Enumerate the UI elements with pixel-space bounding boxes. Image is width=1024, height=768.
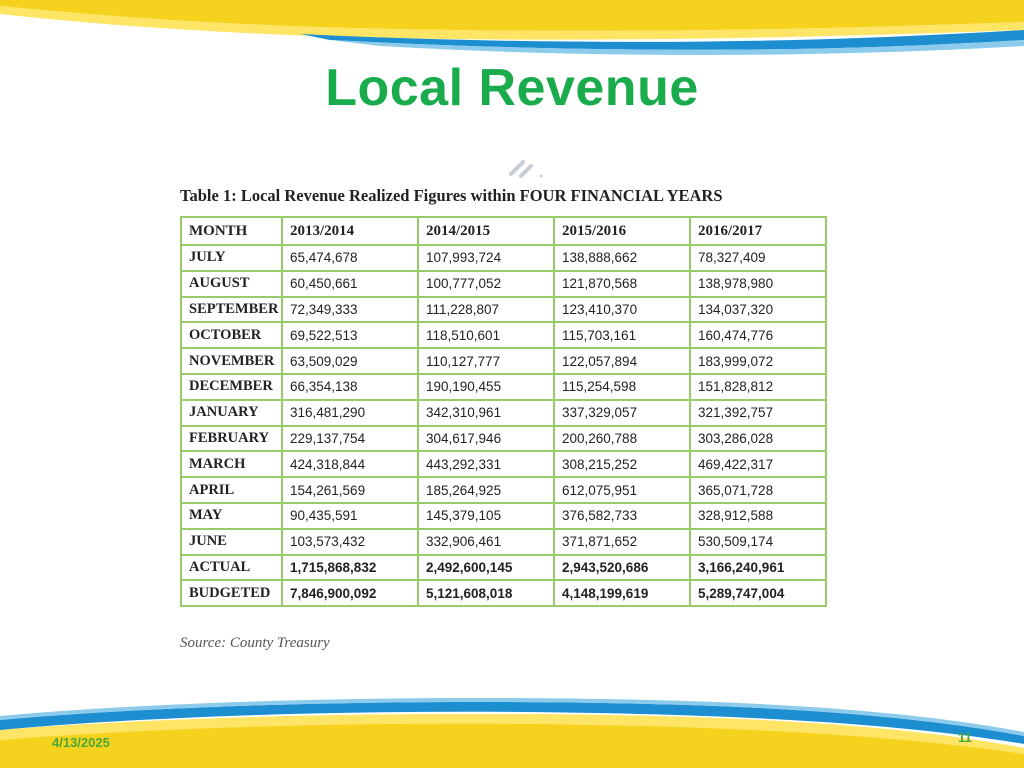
table-row-august (181, 271, 826, 297)
value-cell: 371,871,652 (554, 529, 690, 555)
watermark-mark (505, 152, 565, 182)
value-cell: 154,261,569 (282, 477, 418, 503)
table-row-actual (181, 555, 826, 581)
value-cell: 2,492,600,145 (418, 555, 554, 581)
month-cell: ACTUAL (181, 555, 282, 581)
table-row-july (181, 245, 826, 271)
value-cell: 103,573,432 (282, 529, 418, 555)
value-cell: 185,264,925 (418, 477, 554, 503)
table-row-november (181, 348, 826, 374)
footer-date: 4/13/2025 (52, 735, 110, 750)
value-cell: 145,379,105 (418, 503, 554, 529)
revenue-table (180, 216, 827, 607)
month-cell: JULY (181, 245, 282, 271)
value-cell: 100,777,052 (418, 271, 554, 297)
value-cell: 1,715,868,832 (282, 555, 418, 581)
bottom-decorative-band (0, 690, 1024, 768)
value-cell: 316,481,290 (282, 400, 418, 426)
value-cell: 4,148,199,619 (554, 580, 690, 606)
month-cell: MAY (181, 503, 282, 529)
value-cell: 111,228,807 (418, 297, 554, 323)
table-row-june (181, 529, 826, 555)
month-cell: MARCH (181, 451, 282, 477)
month-cell: JANUARY (181, 400, 282, 426)
value-cell: 308,215,252 (554, 451, 690, 477)
value-cell: 72,349,333 (282, 297, 418, 323)
header-2015-2016: 2015/2016 (554, 217, 690, 245)
value-cell: 7,846,900,092 (282, 580, 418, 606)
value-cell: 332,906,461 (418, 529, 554, 555)
value-cell: 78,327,409 (690, 245, 826, 271)
table-row-october (181, 322, 826, 348)
page-number: 11 (958, 730, 972, 745)
value-cell: 365,071,728 (690, 477, 826, 503)
value-cell: 138,888,662 (554, 245, 690, 271)
table-row-april (181, 477, 826, 503)
month-cell: JUNE (181, 529, 282, 555)
table-row-september (181, 297, 826, 323)
value-cell: 190,190,455 (418, 374, 554, 400)
table-body (181, 245, 826, 606)
value-cell: 115,703,161 (554, 322, 690, 348)
table-row-march (181, 451, 826, 477)
value-cell: 123,410,370 (554, 297, 690, 323)
value-cell: 134,037,320 (690, 297, 826, 323)
table-row-december (181, 374, 826, 400)
value-cell: 60,450,661 (282, 271, 418, 297)
value-cell: 183,999,072 (690, 348, 826, 374)
value-cell: 376,582,733 (554, 503, 690, 529)
month-cell: DECEMBER (181, 374, 282, 400)
value-cell: 138,978,980 (690, 271, 826, 297)
value-cell: 424,318,844 (282, 451, 418, 477)
month-cell: AUGUST (181, 271, 282, 297)
header-2013-2014: 2013/2014 (282, 217, 418, 245)
value-cell: 229,137,754 (282, 426, 418, 452)
value-cell: 107,993,724 (418, 245, 554, 271)
month-cell: BUDGETED (181, 580, 282, 606)
table-row-february (181, 426, 826, 452)
value-cell: 304,617,946 (418, 426, 554, 452)
value-cell: 66,354,138 (282, 374, 418, 400)
value-cell: 65,474,678 (282, 245, 418, 271)
value-cell: 69,522,513 (282, 322, 418, 348)
value-cell: 443,292,331 (418, 451, 554, 477)
value-cell: 90,435,591 (282, 503, 418, 529)
value-cell: 63,509,029 (282, 348, 418, 374)
value-cell: 530,509,174 (690, 529, 826, 555)
value-cell: 2,943,520,686 (554, 555, 690, 581)
value-cell: 3,166,240,961 (690, 555, 826, 581)
value-cell: 469,422,317 (690, 451, 826, 477)
value-cell: 122,057,894 (554, 348, 690, 374)
month-cell: OCTOBER (181, 322, 282, 348)
month-cell: APRIL (181, 477, 282, 503)
table-caption: Table 1: Local Revenue Realized Figures within FOUR FINANCIAL YEARS (180, 186, 723, 205)
value-cell: 110,127,777 (418, 348, 554, 374)
value-cell: 321,392,757 (690, 400, 826, 426)
table-header-row (181, 217, 826, 245)
month-cell: SEPTEMBER (181, 297, 282, 323)
table-row-may (181, 503, 826, 529)
header-2016-2017: 2016/2017 (690, 217, 826, 245)
month-cell: FEBRUARY (181, 426, 282, 452)
value-cell: 303,286,028 (690, 426, 826, 452)
value-cell: 115,254,598 (554, 374, 690, 400)
value-cell: 160,474,776 (690, 322, 826, 348)
value-cell: 342,310,961 (418, 400, 554, 426)
month-cell: NOVEMBER (181, 348, 282, 374)
top-decorative-band (0, 0, 1024, 60)
table-row-january (181, 400, 826, 426)
value-cell: 118,510,601 (418, 322, 554, 348)
table-source: Source: County Treasury (180, 635, 330, 651)
header-2014-2015: 2014/2015 (418, 217, 554, 245)
table-row-budgeted (181, 580, 826, 606)
value-cell: 5,121,608,018 (418, 580, 554, 606)
slide-title: Local Revenue (325, 59, 699, 117)
header-month: MONTH (181, 217, 282, 245)
value-cell: 121,870,568 (554, 271, 690, 297)
value-cell: 200,260,788 (554, 426, 690, 452)
value-cell: 337,329,057 (554, 400, 690, 426)
value-cell: 5,289,747,004 (690, 580, 826, 606)
value-cell: 328,912,588 (690, 503, 826, 529)
value-cell: 151,828,812 (690, 374, 826, 400)
value-cell: 612,075,951 (554, 477, 690, 503)
